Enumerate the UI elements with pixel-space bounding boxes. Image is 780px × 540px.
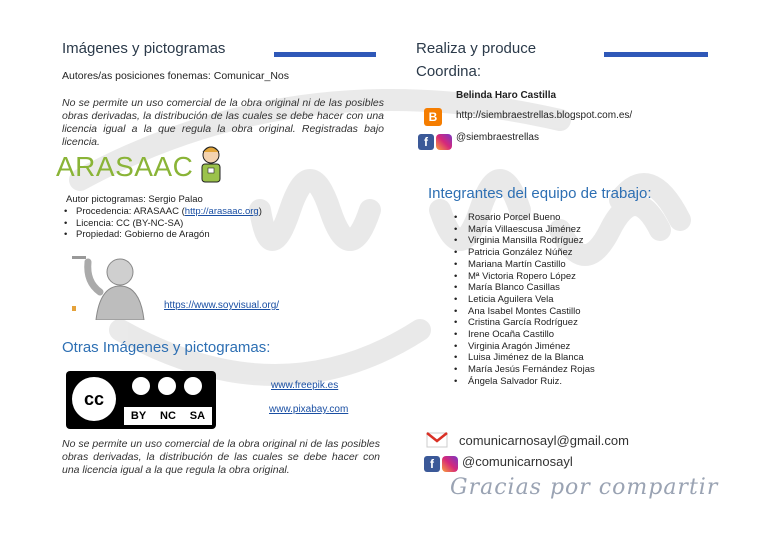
team-title: Integrantes del equipo de trabajo:	[428, 185, 652, 202]
cc-label-sa: SA	[189, 410, 206, 422]
nc-icon	[158, 377, 176, 395]
freepik-link[interactable]: www.freepik.es	[271, 380, 339, 391]
license-notice-top: No se permite un uso comercial de la obra original ni de las posibles obras derivadas, la distribución de las cuales se debe hacer con una licencia igual a la que regula la obra original. Registradas bajo licencia.	[62, 97, 384, 148]
cc-by-nc-sa-badge	[66, 371, 216, 429]
sa-icon	[184, 377, 202, 395]
list-item: • Virginia Mansilla Rodríguez	[454, 235, 654, 247]
list-item: • Ángela Salvador Ruiz.	[454, 376, 654, 388]
list-item: • María Jesús Fernández Rojas	[454, 364, 654, 376]
list-item: • Propiedad: Gobierno de Aragón	[62, 229, 322, 241]
arasaac-link[interactable]: http://arasaac.org	[184, 206, 259, 217]
blogger-icon[interactable]: B	[424, 108, 442, 126]
blog-url[interactable]: http://siembraestrellas.blogspot.com.es/	[456, 110, 633, 121]
authors-line: Autores/as posiciones fonemas: Comunicar_Nos	[62, 70, 290, 82]
list-item: • Cristina García Rodríguez	[454, 317, 654, 329]
gmail-icon[interactable]	[426, 432, 448, 448]
soyvisual-link[interactable]: https://www.soyvisual.org/	[164, 300, 280, 311]
list-item: • Leticia Aguilera Vela	[454, 294, 654, 306]
facebook-icon[interactable]: f	[418, 134, 434, 150]
cc-label-nc: NC	[160, 410, 176, 422]
instagram-icon-2[interactable]	[442, 456, 458, 472]
arasaac-logo-text: ARASAAC	[56, 151, 194, 182]
instagram-icon[interactable]	[436, 134, 452, 150]
facebook-icon-2[interactable]: f	[424, 456, 440, 472]
by-icon	[132, 377, 150, 395]
arasaac-logo	[56, 151, 193, 183]
coordinator-name: Belinda Haro Castilla	[456, 90, 557, 101]
list-item: • Luisa Jiménez de la Blanca	[454, 352, 654, 364]
contact-social[interactable]: @comunicarnosayl	[462, 454, 573, 469]
list-item: • Ana Isabel Montes Castillo	[454, 306, 654, 318]
license-notice-bottom: No se permite un uso comercial de la obra original ni de las posibles obras derivadas, la distribución de las cuales se debe hacer con una licencia igual a la que regula la obra original.	[62, 438, 380, 476]
contact-email[interactable]: comunicarnosayl@gmail.com	[459, 433, 629, 448]
pictogram-info-list	[62, 206, 322, 241]
left-title: Imágenes y pictogramas	[62, 40, 226, 57]
list-item: • Patricia González Núñez	[454, 247, 654, 259]
other-images-title: Otras Imágenes y pictogramas:	[62, 339, 271, 356]
pixabay-link[interactable]: www.pixabay.com	[269, 404, 349, 415]
list-item: • Licencia: CC (BY-NC-SA)	[62, 218, 322, 230]
left-accent-bar	[274, 52, 376, 57]
thanks-signature: Gracias por compartir	[450, 475, 719, 500]
cc-label-by: BY	[130, 410, 147, 422]
cc-icon: cc	[72, 377, 116, 421]
list-item: • María Villaescusa Jiménez	[454, 224, 654, 236]
team-list	[454, 212, 654, 388]
right-title-line2: Coordina:	[416, 63, 482, 80]
pictogram-author: Autor pictogramas: Sergio Palao	[66, 194, 203, 205]
sign-language-figure-icon	[70, 250, 165, 320]
right-accent-bar	[604, 52, 708, 57]
list-item: • Virginia Aragón Jiménez	[454, 341, 654, 353]
list-item: • Rosario Porcel Bueno	[454, 212, 654, 224]
arasaac-person-icon	[195, 144, 227, 184]
list-item: • Procedencia: ARASAAC (http://arasaac.org)	[62, 206, 322, 218]
list-item: • Mariana Martín Castillo	[454, 259, 654, 271]
list-item: • María Blanco Casillas	[454, 282, 654, 294]
list-item: • Mª Victoria Ropero López	[454, 271, 654, 283]
list-item: • Irene Ocaña Castillo	[454, 329, 654, 341]
social-handle[interactable]: @siembraestrellas	[456, 132, 539, 143]
right-title-line1: Realiza y produce	[416, 40, 537, 57]
